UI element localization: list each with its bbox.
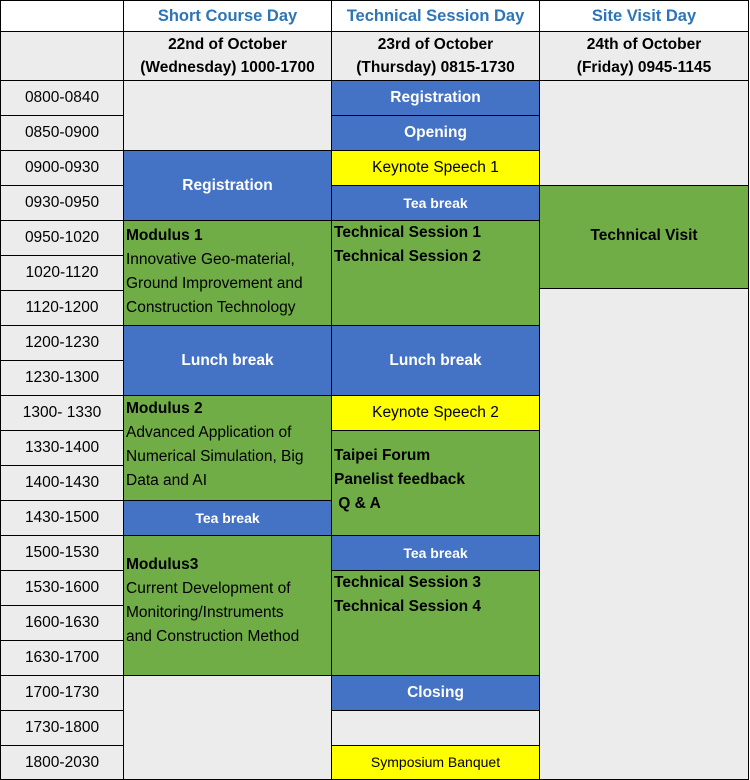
modulus-1-title: Modulus 1	[126, 227, 203, 244]
short-date: 22nd of October	[168, 35, 287, 53]
short-registration: Registration	[124, 151, 332, 221]
tech-session-2: Technical Session 2	[334, 248, 482, 265]
short-empty-morning	[124, 81, 332, 151]
site-empty-afternoon	[540, 289, 749, 780]
subheader-site-visit	[540, 32, 749, 81]
short-empty-evening	[124, 676, 332, 780]
time-slot: 1730-1800	[0, 711, 124, 746]
short-modulus-1	[124, 221, 332, 326]
forum-panelist: Panelist feedback	[334, 471, 465, 488]
modulus-3-line: Current Development of	[126, 580, 291, 597]
site-empty-morning	[540, 81, 749, 186]
time-slot: 1400-1430	[0, 466, 124, 501]
site-technical-visit	[540, 186, 749, 289]
tech-sessions-3-4	[332, 571, 540, 676]
tech-registration: Registration	[332, 81, 540, 116]
time-slot: 0930-0950	[0, 186, 124, 221]
short-modulus-3	[124, 536, 332, 676]
technical-visit-label: Technical Visit	[590, 227, 698, 244]
time-slot: 0800-0840	[0, 81, 124, 116]
time-slot: 1630-1700	[0, 641, 124, 676]
modulus-3-line: and Construction Method	[126, 628, 300, 645]
site-date: 24th of October	[586, 35, 702, 53]
modulus-3-line: Monitoring/Instruments	[126, 604, 284, 621]
site-day-time: (Friday) 0945-1145	[576, 59, 712, 76]
tech-opening: Opening	[332, 116, 540, 151]
tech-empty	[332, 711, 540, 746]
modulus-3-title: Modulus3	[126, 556, 199, 573]
modulus-2-title: Modulus 2	[126, 400, 203, 417]
time-slot: 1430-1500	[0, 501, 124, 536]
time-slot: 1020-1120	[0, 256, 124, 291]
header-technical-session: Technical Session Day	[332, 0, 540, 32]
time-slot: 1500-1530	[0, 536, 124, 571]
technical-date: 23rd of October	[377, 35, 494, 53]
tech-lunch-break: Lunch break	[332, 326, 540, 396]
tech-tea-break-2: Tea break	[332, 536, 540, 571]
modulus-1-line: Construction Technology	[126, 299, 296, 316]
tech-sessions-1-2	[332, 221, 540, 326]
time-slot: 1700-1730	[0, 676, 124, 711]
modulus-2-line: Data and AI	[126, 472, 208, 489]
time-slot: 1800-2030	[0, 746, 124, 780]
time-slot: 1200-1230	[0, 326, 124, 361]
tech-session-3: Technical Session 3	[334, 574, 482, 591]
modulus-1-line: Ground Improvement and	[126, 275, 303, 292]
short-day-time: (Wednesday) 1000-1700	[140, 59, 315, 76]
time-slot: 1530-1600	[0, 571, 124, 606]
modulus-2-line: Advanced Application of	[126, 424, 292, 441]
technical-day-time: (Thursday) 0815-1730	[356, 59, 515, 76]
forum-title: Taipei Forum	[334, 447, 431, 464]
subheader-short-course	[124, 32, 332, 81]
time-slot: 1300- 1330	[0, 396, 124, 431]
time-slot: 0950-1020	[0, 221, 124, 256]
header-short-course: Short Course Day	[124, 0, 332, 32]
short-tea-break: Tea break	[124, 501, 332, 536]
time-slot: 0900-0930	[0, 151, 124, 186]
tech-taipei-forum	[332, 431, 540, 536]
tech-closing: Closing	[332, 676, 540, 711]
subheader-technical-session	[332, 32, 540, 81]
forum-qa: Q & A	[334, 495, 381, 512]
short-modulus-2	[124, 396, 332, 501]
header-blank	[0, 0, 124, 32]
modulus-1-line: Innovative Geo-material,	[126, 251, 295, 268]
time-slot: 1120-1200	[0, 291, 124, 326]
tech-symposium-banquet: Symposium Banquet	[332, 746, 540, 780]
tech-session-1: Technical Session 1	[334, 224, 482, 241]
tech-session-4: Technical Session 4	[334, 598, 482, 615]
time-slot: 1600-1630	[0, 606, 124, 641]
short-lunch-break: Lunch break	[124, 326, 332, 396]
modulus-2-line: Numerical Simulation, Big	[126, 448, 304, 465]
time-slot: 0850-0900	[0, 116, 124, 151]
subheader-blank	[0, 32, 124, 81]
time-slot: 1330-1400	[0, 431, 124, 466]
header-site-visit: Site Visit Day	[540, 0, 749, 32]
tech-tea-break-1: Tea break	[332, 186, 540, 221]
tech-keynote-1: Keynote Speech 1	[332, 151, 540, 186]
time-slot: 1230-1300	[0, 361, 124, 396]
tech-keynote-2: Keynote Speech 2	[332, 396, 540, 431]
